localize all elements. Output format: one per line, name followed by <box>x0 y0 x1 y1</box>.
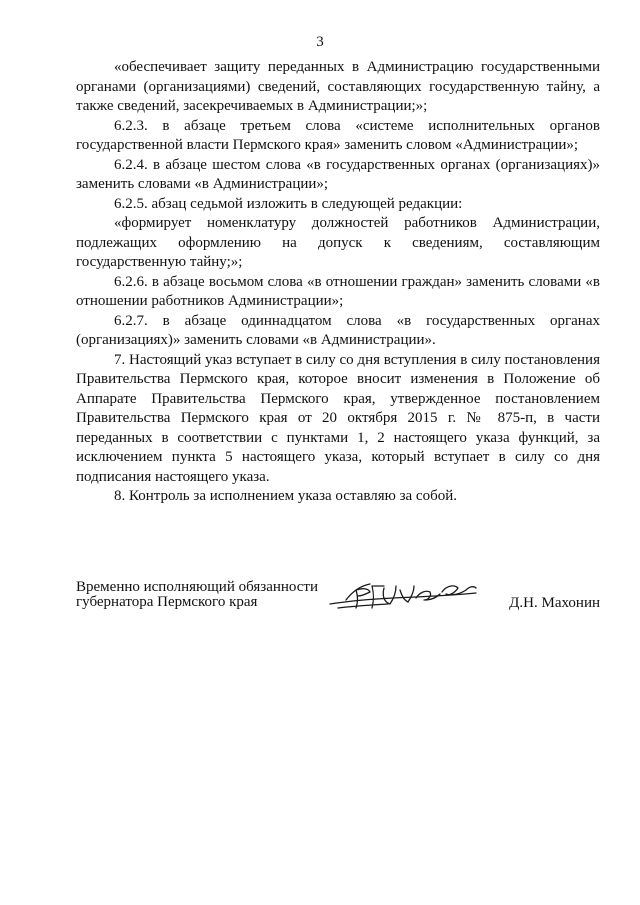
document-body <box>76 58 600 507</box>
paragraph-8-control: 8. Контроль за исполнением указа оставляю за собой. <box>114 488 457 504</box>
signature-block <box>76 580 600 620</box>
signer-title <box>76 580 336 610</box>
signer-title-line2: губернатора Пермского края <box>76 594 258 610</box>
signer-name: Д.Н. Махонин <box>509 595 600 611</box>
paragraph-6-2-5: 6.2.5. абзац седьмой изложить в следующей редакции: <box>114 195 463 212</box>
paragraph-6-2-7: 6.2.7. в абзаце одиннадцатом слова «в государственных органах (организациях)» заменить словами «в Администрации». <box>76 312 600 348</box>
paragraph-6-2-4: 6.2.4. в абзаце шестом слова «в государственных органах (организациях)» заменить словами «в Администрации»; <box>76 156 600 192</box>
paragraph-quote-nomenclature: «формирует номенклатуру должностей работников Администрации, подлежащих оформлению на допуск к сведениям, составляющим государственную тайну;»; <box>76 215 600 270</box>
paragraph-6-2-6: 6.2.6. в абзаце восьмом слова «в отношении граждан» заменить словами «в отношении работников Администрации»; <box>76 273 600 309</box>
paragraph-quote-protection: «обеспечивает защиту переданных в Администрацию государственными органами (организациями) сведений, составляющих государственную тайну, а также сведений, засекречиваемых в Администрации;»; <box>76 59 600 114</box>
page-number: 3 <box>316 34 324 50</box>
handwritten-signature <box>326 578 486 614</box>
signer-title-line1: Временно исполняющий обязанности <box>76 579 319 595</box>
paragraph-7-effective-date: 7. Настоящий указ вступает в силу со дня вступления в силу постановления Правительства Пермского края, которое вносит изменения в Положение об Аппарате Правительства Пермского края, утвержденное постановлением Правительства Пермского края от 20 октября 2015 г. № 875-п, в части переданных в соответствии с пунктами 1, 2 настоящего указа функций, за исключением пункта 5 настоящего указа, который вступает в силу со дня подписания настоящего указа. <box>76 351 600 485</box>
paragraph-6-2-3: 6.2.3. в абзаце третьем слова «системе исполнительных органов государственной власти Пермского края» заменить словом «Администрации»; <box>76 117 600 153</box>
